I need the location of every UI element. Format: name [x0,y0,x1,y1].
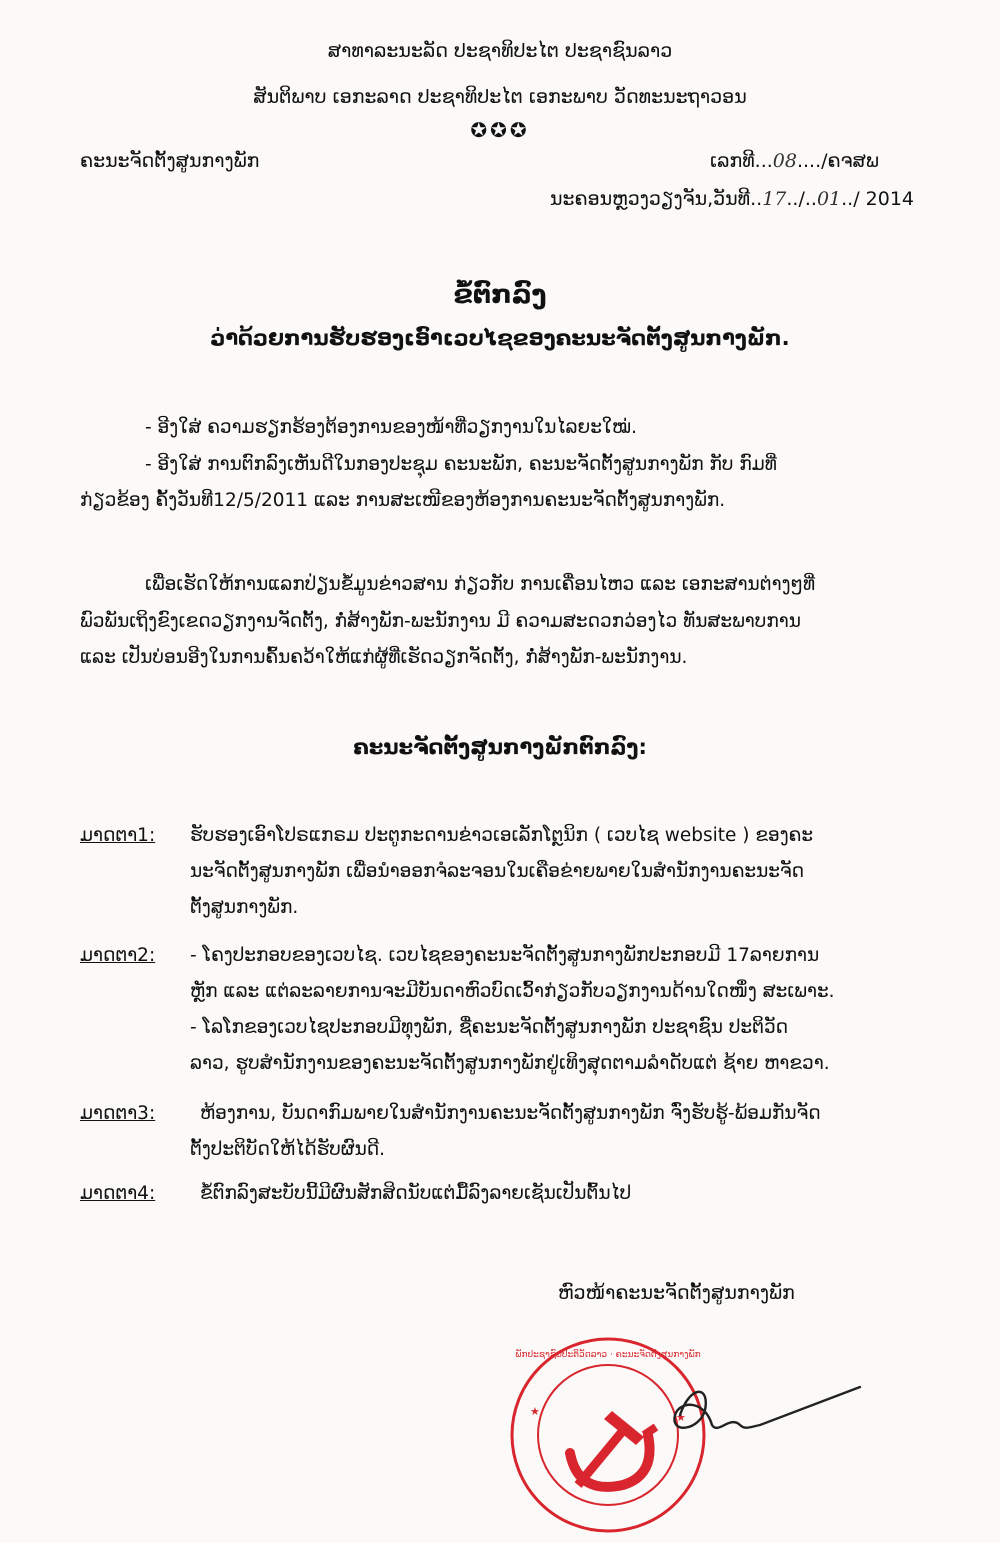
article-label: ມາດຕາ4: [80,1183,156,1204]
purpose-section [80,567,950,677]
article-1 [80,818,950,926]
reference-handwritten-number: 08 [772,150,797,172]
article-line: - ໂລໂກຂອງເວບໄຊປະກອບມີທຸງພັກ, ຊື່ຄະນະຈັດຕັ້ງສູນກາງພັກ ປະຊາຊົນ ປະຕິວັດ [190,1017,789,1038]
article-line: ຕັ້ງສູນກາງພັກ. [190,897,299,918]
basis-line: ກ່ຽວຂ້ອງ ຄັ້ງວັນທີ12/5/2011 ແລະ ການສະເໜີຂອງຫ້ອງການຄະນະຈັດຕັ້ງສູນກາງພັກ. [80,490,726,511]
hammer-sickle-icon [570,1411,656,1487]
article-line: ນະຈັດຕັ້ງສູນກາງພັກ ເພື່ອນໍາອອກຈໍລະຈອນໃນເຄືອຂ່າຍພາຍໃນສໍານັກງານຄະນະຈັດ [190,861,805,882]
article-line: ຫ້ອງການ, ບັນດາກົມພາຍໃນສໍານັກງານຄະນະຈັດຕັ້ງສູນກາງພັກ ຈົ່ງຮັບຮູ້-ພ້ອມກັນຈັດ [200,1103,821,1124]
stamp-star-icon: ★ [530,1405,540,1418]
article-line: ຫຼັກ ແລະ ແຕ່ລະລາຍການຈະມີບັນດາຫົວບົດເວົ້າກ່ຽວກັບວຽກງານດ້ານໃດໜຶ່ງ ສະເພາະ. [190,981,835,1002]
date-prefix: ນະຄອນຫຼວງວຽງຈັນ,ວັນທີ.. [550,188,763,210]
date-suffix: ../ 2014 [841,188,915,210]
date-mid: ../.. [786,188,817,210]
purpose-line: ເພື່ອເຮັດໃຫ້ການແລກປ່ຽນຂໍ້ມູນຂ່າວສານ ກ່ຽວກັບ ການເຄື່ອນໄຫວ ແລະ ເອກະສານຕ່າງໆທີ່ [145,574,816,595]
basis-line: - ອີງໃສ່ ການຕົກລົງເຫັນດີໃນກອງປະຊຸມ ຄະນະພັກ, ຄະນະຈັດຕັ້ງສູນກາງພັກ ກັບ ກົມທີ່ [145,453,777,475]
reference-suffix: ..../ຄຈສພ [796,150,879,172]
article-label: ມາດຕາ1: [80,825,156,846]
article-label: ມາດຕາ2: [80,945,156,966]
purpose-line: ພົວພັນເຖິງຂົງເຂດວຽກງານຈັດຕັ້ງ, ກໍ່ສ້າງພັກ-ພະນັກງານ ມີ ຄວາມສະດວກວ່ອງໄວ ທັນສະພາບການ [80,610,801,632]
reference-prefix: ເລກທີ... [710,150,773,172]
stamp-star-icon: ★ [676,1411,686,1424]
article-line: ລາວ, ຮູບສໍານັກງານຂອງຄະນະຈັດຕັ້ງສູນກາງພັກຢູ່ເທິງສຸດຕາມລໍາດັບແຕ່ ຊ້າຍ ຫາຂວາ. [190,1053,830,1074]
basis-line: - ອີງໃສ່ ຄວາມຮຽກຮ້ອງຕ້ອງການຂອງໜ້າທີ່ວຽກງານໃນໄລຍະໃໝ່. [145,417,637,438]
article-2 [80,938,950,1082]
document-date [550,188,914,210]
basis-section [80,410,950,520]
article-line: ຮັບຮອງເອົາໂປຣແກຣມ ປະຕູກະດານຂ່າວເອເລັກໂຕຼນິກ ( ເວບໄຊ website ) ຂອງຄະ [190,825,814,846]
handwritten-signature [650,1355,870,1465]
article-3 [80,1096,950,1168]
reference-number [710,150,879,172]
article-line: ຕັ້ງປະຕິບັດໃຫ້ໄດ້ຮັບຜົນດີ. [190,1139,386,1160]
signatory-title: ຫົວໜ້າຄະນະຈັດຕັ້ງສູນກາງພັກ [558,1282,795,1304]
date-day: 17 [762,188,787,210]
article-line: ຂໍ້ຕົກລົງສະບັບນີ້ມີຜົນສັກສິດນັບແຕ່ມື້ລົງລາຍເຊັນເປັນຕົ້ນໄປ [200,1183,632,1204]
issuer-name: ຄະນະຈັດຕັ້ງສູນກາງພັກ [80,150,260,172]
article-label: ມາດຕາ3: [80,1103,156,1124]
article-line: - ໂຄງປະກອບຂອງເວບໄຊ. ເວບໄຊຂອງຄະນະຈັດຕັ້ງສູນກາງພັກປະກອບມີ 17ລາຍການ [190,945,820,966]
date-month: 01 [816,188,842,210]
national-motto: ສັນຕິພາບ ເອກະລາດ ປະຊາທິປະໄຕ ເອກະພາບ ວັດທະນະຖາວອນ [253,86,747,108]
document-title: ຂໍ້ຕົກລົງ [453,280,547,310]
article-4 [80,1176,950,1212]
decision-heading: ຄະນະຈັດຕັ້ງສູນກາງພັກຕົກລົງ: [353,735,647,759]
header-stars: ✪✪✪ [470,118,530,142]
purpose-line: ແລະ ເປັນບ່ອນອີງໃນການຄົ້ນຄວ້າໃຫ້ແກ່ຜູ້ທີ່ເຮັດວຽກຈັດຕັ້ງ, ກໍ່ສ້າງພັກ-ພະນັກງານ. [80,647,688,668]
country-name: ສາທາລະນະລັດ ປະຊາທິປະໄຕ ປະຊາຊົນລາວ [327,40,673,62]
document-subtitle: ວ່າດ້ວຍການຮັບຮອງເອົາເວບໄຊຂອງຄະນະຈັດຕັ້ງສູນກາງພັກ. [210,326,790,350]
stamp-text: ພັກປະຊາຊົນປະຕິວັດລາວ · ຄະນະຈັດຕັ້ງສູນກາງພັກ [515,1350,701,1360]
